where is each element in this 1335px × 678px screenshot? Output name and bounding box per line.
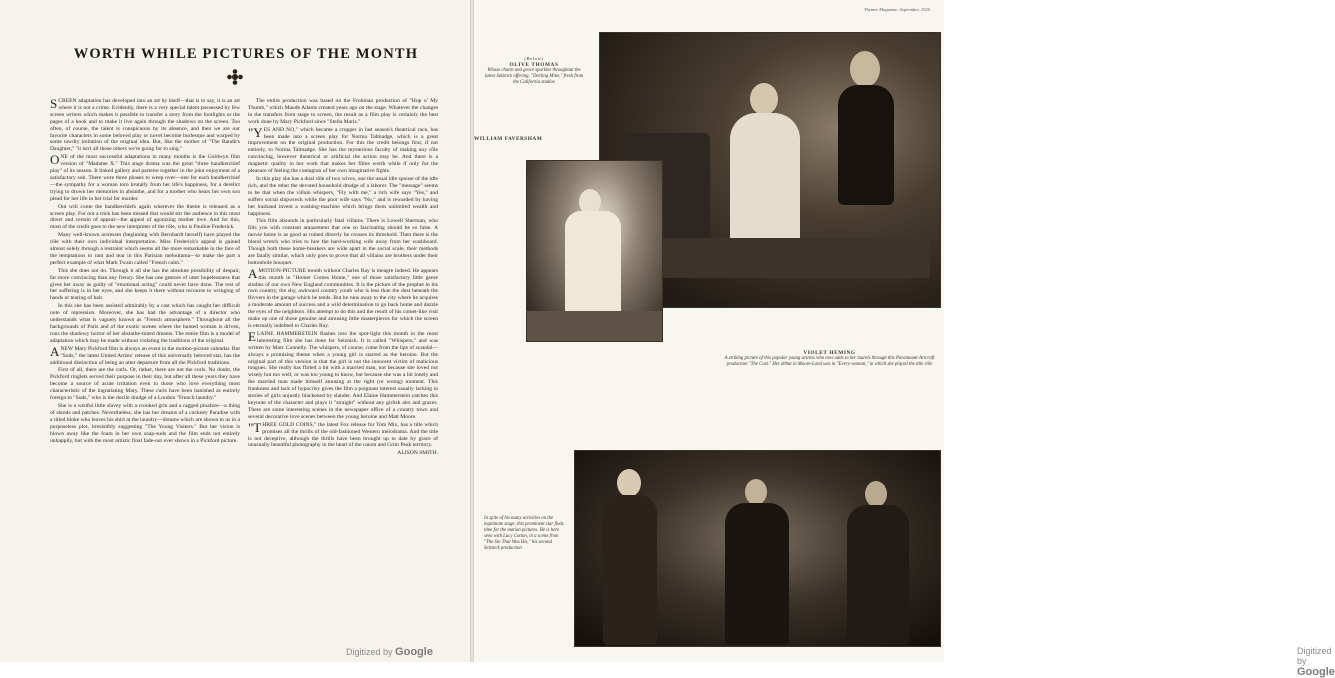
photo-figure bbox=[750, 83, 778, 115]
article-column-2 bbox=[248, 98, 438, 654]
paragraph: First of all, there are the curls. Or, rather, there are not the curls. No doubt, the Pickford ringlets served their purpose in their day, but after all these years they have become a source of acute irritation even to those who love everything most characteristic of the ingratiating Mary. These curls have been banished as entirely foreign to "Suds," who is the docile drudge of a London "French laundry." bbox=[50, 367, 240, 402]
paragraph: In this play she has a dual rôle of two wives, one the usual idle spouse of the idle rich, and the other the devoted household drudge of a laborer. The "message" seems to be that when the villain whispers, "Fly with me," a rich wife says "Yes," and suffers social shipwreck while the poor wife says "No," and is rewarded by having her husband invent a washing-machine which brings them unlimited wealth and happiness. bbox=[248, 175, 438, 217]
paragraph: The entire production was based on the Frohman production of "Hop o' My Thumb," which Maude Adams created years ago on the stage. Whatever the changes in the transfers from stage to screen, the result as a film play is certainly the best work done by Mary Pickford since "Stella Maris." bbox=[248, 98, 438, 125]
ornament-icon bbox=[226, 68, 244, 86]
article-column-1 bbox=[50, 98, 240, 654]
paragraph: "YES AND NO," which became a cropper in last season's theatrical race, has been made into a screen play for Norma Talmadge, which is a great improvement on the original production. For this the credit belongs first, if not entirely, to Norma Talmadge. She has the mysterious faculty of making any rôle convincing, however theatrical or artificial the action may be. And there is a magnetic quality in her work that makes her films worth while if only for the pleasure of feeling the contagion of her own imaginative fights. bbox=[248, 124, 438, 175]
paragraph: ELAINE HAMMERSTEIN flashes into the spot-light this month in the most interesting film she has done for Selznick. It is called "Whispers," and was written by Marc Connelly. The whispers, of course, come from the lips of scandal—always a promising theme when a young girl is starred as the heroine. But the original part of this version is that the girl is not the innocent victim of malicious tongues. She really has flirted a bit with a married man, not because she loved not wisely but too well, or was too young to know, but because she was a bit lonely and the married man made himself amusing at the right (or wrong) moment. This frankness and lack of hypocrisy gives the film a poignant interest usually lacking in stories of girls unjustly blackened by slander. And Elaine Hammerstein catches this keynote of the character and plays it "straight" without any girlish airs and graces. There are some interesting scenes in the newspaper office of a country town and several decorative love scenes between the young heroine and Matt Moore. bbox=[248, 328, 438, 420]
photo-figure bbox=[838, 85, 894, 205]
paragraph: Out will come the handkerchiefs again wherever the theme is released as a screen play. For not a trick has been missed that would stir the audience in this most direct and certain of appeal—the appeal of agonizing mother love. And for this, most of the credit goes to the new interpreter of the rôle, who is Pauline Frederick. bbox=[50, 203, 240, 231]
paragraph: "THREE GOLD COINS," the latest Fox release for Tom Mix, has a title which promises all the thrills of the old-fashioned Western melodrama. And the title is not deceptive, although the thrills have been brought up to date by grace of unusually beautiful photography in the heart of the canon and Grim Peak territory. bbox=[248, 419, 438, 449]
caption-faversham-scene: In spite of his many activities on the legitimate stage, this prominent star finds time for the motion pictures. He is here seen with Lucy Cotton, in a scene from "The Sin That Was His," his second Selznick production bbox=[484, 516, 564, 551]
paragraph: This film abounds in particularly fatal villains. There is Lowell Sherman, who fills you with constant amazement that one so fascinating should be so false. A movie home is as good as ruined directly he crosses its threshold. Then there is the blond wretch who tries to lure the hard-working wife away from her washboard. Though both these home-breakers are wide apart in the social scale, their methods are fatally similar, which only goes to prove that all villains are brothers under their buttonhole bouquet. bbox=[248, 218, 438, 266]
paragraph: ANEW Mary Pickford film is always an event in the motion-picture calendar. But "Suds," the latest United Artists' release of this universally beloved star, has the additional distinction of being an utter departure from all the Pickford traditions. bbox=[50, 343, 240, 366]
running-header: Theatre Magazine, September, 1920 bbox=[863, 7, 930, 12]
photo-figure bbox=[865, 481, 887, 507]
photo-figure bbox=[745, 479, 767, 505]
paragraph: SCREEN adaptation has developed into an art by itself—that is to say, it is an art where it is not a crime. Evidently, there is a very special talent possessed by few screen writers which makes it possible to transfer a story from the footlights or the pages of a book and to make it live again through the shadows on the screen. Too often, of course, the talent is conspicuous by its absence, and then we are our favorite characters in some beloved play or novel become burlesque and warped by some tawdry imitation of the original idea. But, like the mother of "The Bandit's Daughter," "it isn't all those others we're going for to sing." bbox=[50, 96, 240, 153]
article-title: WORTH WHILE PICTURES OF THE MONTH bbox=[73, 46, 419, 62]
google-watermark: Digitized by Google bbox=[346, 646, 433, 658]
photo-figure bbox=[850, 51, 880, 87]
paragraph: In this she has been assisted admirably by a cast which has caught her difficult note of repression. Moreover, she has had the advantage of a director who understands what is vaguely known as "French atmosphere." Throughout all the backgrounds of Paris and of the exotic scenes where the hunted woman is driven, runs the shadowy horror of her absinthe-tinted dreams. The entire film is a model of adaptation which may be made without violating the traditions of the original. bbox=[50, 303, 240, 344]
photo-figure bbox=[725, 503, 789, 645]
paragraph: Many well-known actresses (beginning with Bernhardt herself) have played the rôle with their own individual interpretation. Miss Frederick's appeal is gained almost solely through a restraint which seems all the more remarkable in the face of the temptations to rant and tear in this Parisian melodrama—to make the part a perfect example of what Mark Twain called "French calm." bbox=[50, 232, 240, 266]
photo-figure bbox=[847, 505, 909, 645]
caption-william-faversham: WILLIAM FAVERSHAM bbox=[474, 136, 543, 142]
paragraph: AMOTION-PICTURE month without Charles Ray is meagre indeed. He appears this month in "Homer Comes Home," one of those satisfactory little genre studies of our own New England communities. It is the picture of the prophet in his own country, the shy, awkward country youth who is less than the dust beneath the flivvers in the garage which he tends. But he runs away to the city where he acquires a moderate amount of success and a wild determination to go back home and dazzle the eyes of the neighbors. His attempt to do this and the result of his comet-like visit make up one of those genuine and amusing little masterpieces for which the screen is eternally indebted to Charles Ray. bbox=[248, 265, 438, 329]
caption-olive-thomas: (Below) OLIVE THOMAS Whose charm and grace sparkles throughout the latest Selznick offering, "Darling Mine," fresh from the California studios bbox=[484, 56, 584, 85]
photo-figure bbox=[565, 211, 621, 321]
caption-violet-heming: VIOLET HEMING A striking picture of this popular young actress who now adds to her laurels through this Paramount-Artcraft production "The Cost." Her début in Moore-Land was in "Every-woman," in which she played the title rôle bbox=[724, 350, 935, 367]
paragraph: This she does not do. Through it all she has the absolute possibility of despair, far more convincing than any frenzy. She has one gesture of utter hopelessness that gives her away as guilty of "emotional acting" could never have done. The rest of her suffering is in her eyes, and she keeps it there without recourse to wringing of hands or tearing of hair. bbox=[50, 267, 240, 302]
google-logo: Google bbox=[1297, 666, 1335, 678]
paragraph: ONE of the most successful adaptations in many months is the Goldwyn film version of "Madame X." This stage drama was the great "three handkerchief play" of its season. It linked gallery and parterre together in the joint enjoyment of a satisfactory sob. There were three phases to weep over—one for each handkerchief—the sympathy for a woman torn brutally from her life's happiness, for a derelict trying to drown her memories in absinthe, and for a mother who hears her own son plead for her life in her trial for murder. bbox=[50, 152, 240, 202]
author-signature: ALISON SMITH. bbox=[397, 450, 438, 457]
photo-figure bbox=[527, 311, 662, 341]
right-page bbox=[474, 0, 1335, 678]
photo-violet-heming bbox=[526, 160, 663, 342]
photo-sin-that-was-his-scene bbox=[574, 450, 941, 647]
photo-figure bbox=[603, 495, 657, 645]
google-logo: Google bbox=[395, 646, 433, 658]
paragraph: She is a wistful little slavey with a crooked grin and a ragged pinafore—a thing of shreds and patches. Nevertheless, she has her dreams of a cockney Paradise with a titled bloke who leaves his shirt at the laundry—dreams which are shown to us in a purposeless plot, irresistibly suggesting "The Young Visiters." But her vision is blown away like the foam in her own soap-suds and the film ends not entirely unhappily, but with the most artistic final fade-out ever shown in a Pickford picture. bbox=[50, 402, 240, 444]
photo-figure bbox=[617, 469, 641, 497]
left-page bbox=[0, 0, 470, 662]
google-watermark: Digitized by Google bbox=[1297, 646, 1335, 678]
